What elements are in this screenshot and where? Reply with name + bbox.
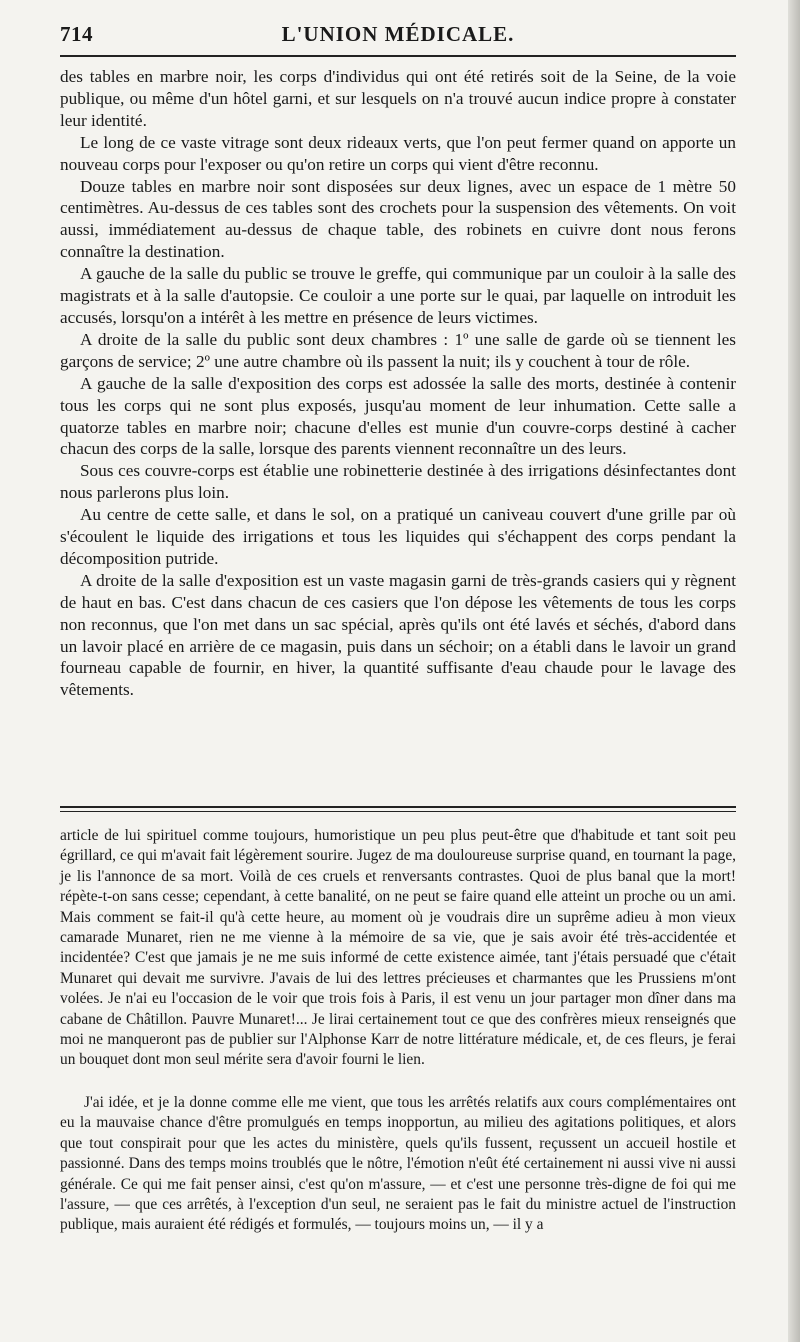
- lower-feuilleton: [60, 826, 736, 1236]
- page-edge-shadow: [788, 0, 800, 1342]
- paragraph: Le long de ce vaste vitrage sont deux rideaux verts, que l'on peut fermer quand on apporte un nouveau corps pour l'exposer ou qu'on retire un corps qui vient d'être reconnu.: [60, 132, 736, 174]
- paragraph: Au centre de cette salle, et dans le sol, on a pratiqué un caniveau couvert d'une grille par où s'écoulent le liquide des irrigations et tous les liquides qui s'échappent des corps pendant la décomposition putride.: [60, 505, 736, 568]
- paragraph: des tables en marbre noir, les corps d'individus qui ont été retirés soit de la Seine, de la voie publique, ou même d'un hôtel garni, et sur lesquels on n'a trouvé aucun indice propre à constater leur identité.: [60, 67, 736, 130]
- paragraph: Sous ces couvre-corps est établie une robinetterie destinée à des irrigations désinfectantes dont nous parlerons plus loin.: [60, 461, 736, 503]
- page-number: 714: [60, 22, 93, 46]
- running-title: L'UNION MÉDICALE.: [281, 22, 515, 46]
- upper-article: [60, 66, 736, 701]
- paragraph: article de lui spirituel comme toujours, humoristique un peu plus peut-être que d'habitude et tant soit peu égrillard, ce qui m'avait fait légèrement sourire. Jugez de ma douloureuse surprise quand, en tournant la page, je lis l'annonce de sa mort. Voilà de ces cruels et renversants contrastes. Quoi de plus banal que la mort! répète-t-on sans cesse; cependant, à cette banalité, on ne peut se faire quand elle atteint un proche ou un ami. Mais comment se fait-il qu'à cette heure, au moment où je voudrais dire un suprême adieu à mon vieux camarade Munaret, rien ne me vienne à la mémoire de sa vie, que je sais avoir été très-accidentée et incidentée? C'est que jamais je ne me suis informé de cette existence aimée, tant j'étais persuadé que c'était Munaret qui devait me survivre. J'avais de lui des lettres précieuses et charmantes que les Prussiens m'ont volées. Je n'ai eu l'occasion de le voir que trois fois à Paris, il est venu un jour partager mon dîner dans ma cabane de Châtillon. Pauvre Munaret!... Je lirai certainement tout ce que des confrères mieux renseignés que moi ne manqueront pas de publier sur l'Alphonse Karr de notre littérature médicale, et, de ces fleurs, je ferai un bouquet dont mon seul mérite sera d'avoir fourni le lien.: [60, 827, 736, 1069]
- paragraph: J'ai idée, et je la donne comme elle me vient, que tous les arrêtés relatifs aux cours complémentaires ont eu la mauvaise chance d'être promulgués en temps inopportun, au milieu des agitations politiques, et alors que tout conspirait pour que les actes du ministère, quels qu'ils fussent, reçussent un accueil hostile et passionné. Dans des temps moins troublés que le nôtre, l'émotion n'eût été certainement ni aussi vive ni aussi générale. Ce qui me fait penser ainsi, c'est qu'on m'assure, — et c'est une personne très-digne de foi qui me l'assure, — que ces arrêtés, à l'exception d'un seul, ne seraient pas le fait du ministre actuel de l'instruction publique, mais auraient été rédigés et formulés, — toujours moins un, — il y a: [60, 1093, 736, 1234]
- header-rule: [60, 55, 736, 57]
- section-divider: [60, 806, 736, 812]
- paragraph: A droite de la salle d'exposition est un vaste magasin garni de très-grands casiers qui y règnent de haut en bas. C'est dans chacun de ces casiers que l'on dépose les vêtements de tous les corps non reconnus, que l'on met dans un sac spécial, après qu'ils ont été lavés et séchés, d'abord dans un lavoir placé en arrière de ce magasin, puis dans un séchoir; on a établi dans le lavoir un grand fourneau capable de fournir, en hiver, la quantité suffisante d'eau chaude pour le lavage des vêtements.: [60, 570, 736, 700]
- paragraph: A gauche de la salle du public se trouve le greffe, qui communique par un couloir à la salle des magistrats et à la salle d'autopsie. Ce couloir a une porte sur le quai, par laquelle on introduit les accusés, lorsqu'on a intérêt à les mettre en présence de leurs victimes.: [60, 264, 736, 327]
- paragraph: A gauche de la salle d'exposition des corps est adossée la salle des morts, destinée à contenir tous les corps qui ne sont plus exposés, jusqu'au moment de leur inhumation. Cette salle a quatorze tables en marbre noir; chacune d'elles est munie d'un couvre-corps destiné à cacher chacun des corps de la salle, lorsque des parents viennent reconnaître un des leurs.: [60, 373, 736, 459]
- paragraph: A droite de la salle du public sont deux chambres : 1º une salle de garde où se tiennent les garçons de service; 2º une autre chambre où ils passent la nuit; ils y couchent à tour de rôle.: [60, 329, 736, 371]
- page-header: [60, 20, 736, 50]
- paragraph: Douze tables en marbre noir sont disposées sur deux lignes, avec un espace de 1 mètre 50 centimètres. Au-dessus de ces tables sont des crochets pour la suspension des vêtements. On voit aussi, immédiatement au-dessus de chaque table, des robinets en cuivre dont nous ferons connaître la destination.: [60, 176, 736, 262]
